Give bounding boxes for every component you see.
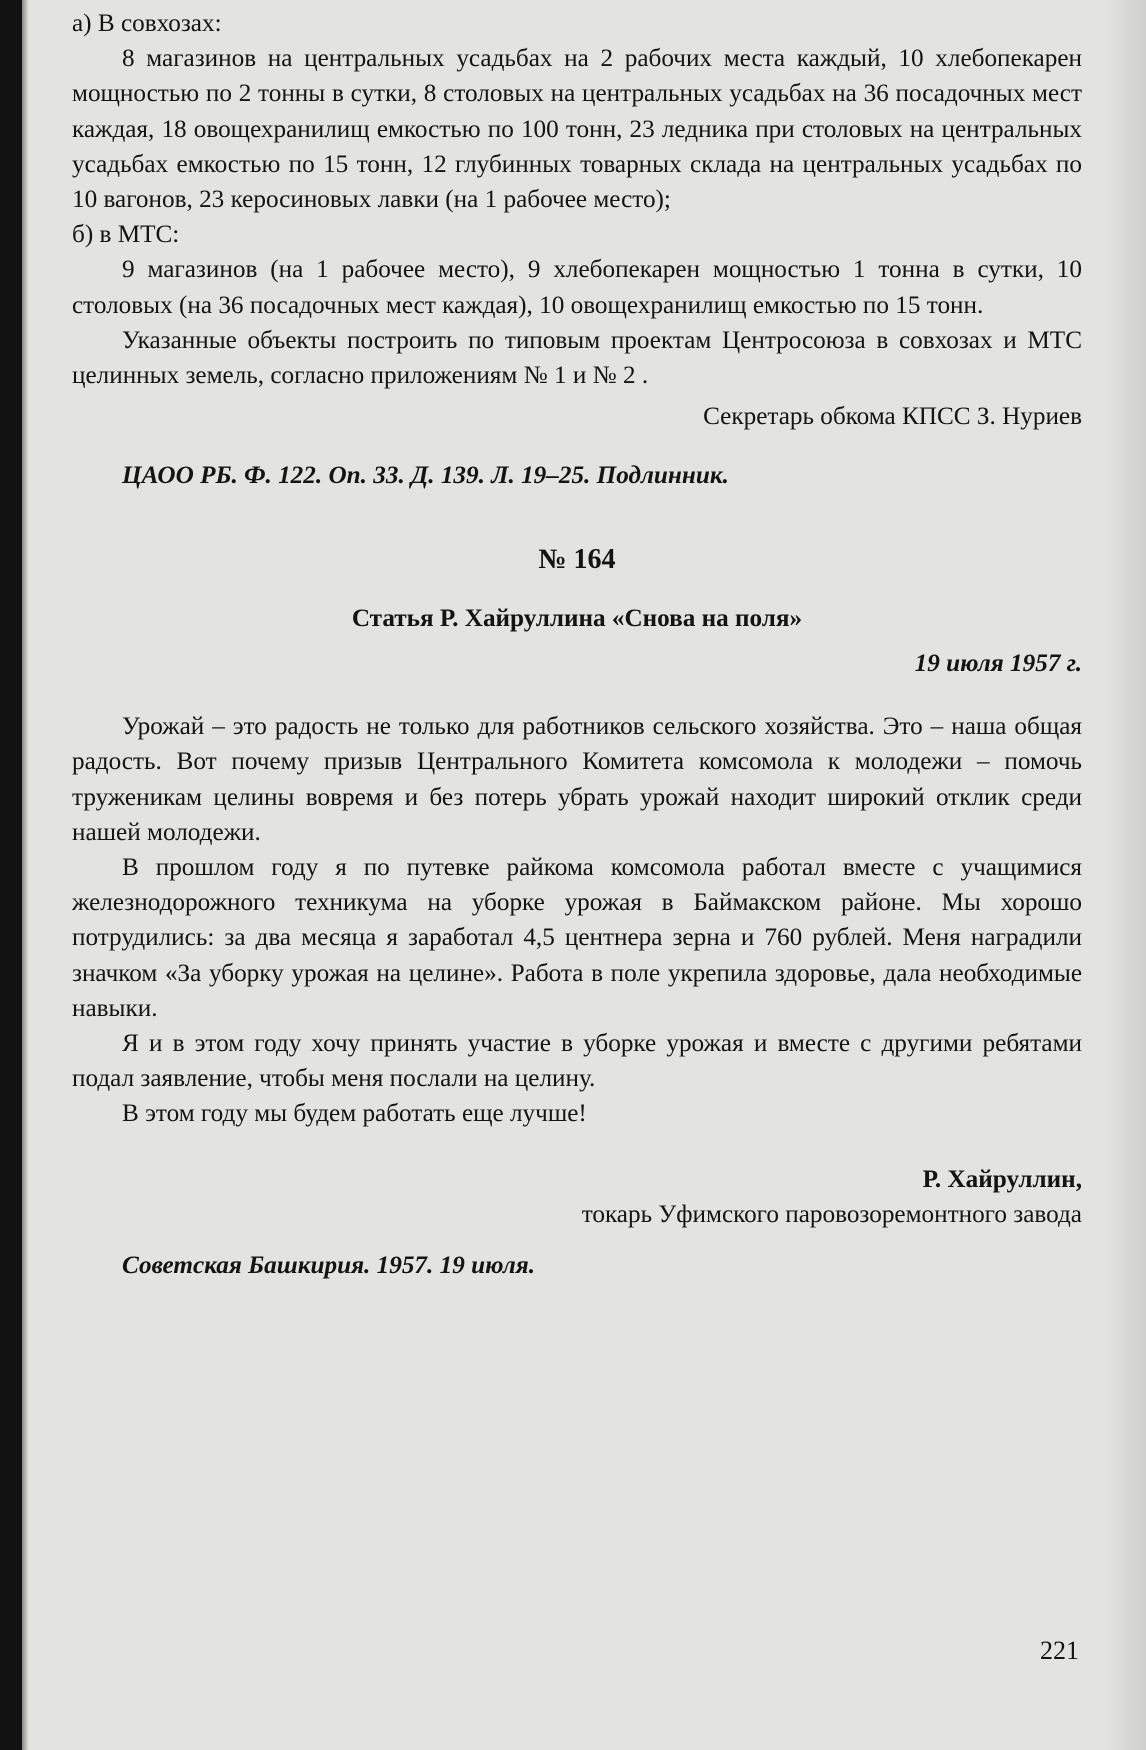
document-number: № 164: [538, 543, 616, 575]
instruction-paragraph: Указанные объекты построить по типовым проектам Центросоюза в совхозах и МТС целинных земель, согласно приложениям № 1 и № 2 .: [72, 326, 1082, 390]
document-date: 19 июля 1957 г.: [914, 650, 1082, 678]
page-gutter: [22, 0, 28, 1750]
author-position: токарь Уфимского паровозоремонтного завода: [581, 1200, 1082, 1228]
document-page: [72, 6, 1082, 1283]
section-a-label: а) В совхозах:: [72, 10, 222, 37]
section-b-text: 9 магазинов (на 1 рабочее место), 9 хлебопекарен мощностью 1 тонна в сутки, 10 столовых (на 36 посадочных мест каждая), 10 овощехранилищ емкостью по 15 тонн.: [72, 256, 1082, 319]
page-number: 221: [1040, 1636, 1079, 1665]
obkom-secretary-signature: Секретарь обкома КПСС З. Нуриев: [703, 403, 1082, 431]
author-name: Р. Хайруллин,: [922, 1165, 1082, 1193]
article-paragraph: В этом году мы будем работать еще лучше!: [122, 1100, 587, 1128]
article-paragraph: Я и в этом году хочу принять участие в уборке урожая и вместе с другими ребятами подал заявление, чтобы меня послали на целину.: [72, 1030, 1082, 1093]
section-a-text: 8 магазинов на центральных усадьбах на 2 рабочих места каждый, 10 хлебопекарен мощностью по 2 тонны в сутки, 8 столовых на центральных усадьбах на 36 посадочных мест каждая, 18 овощехранилищ емкостью по 100 тонн, 23 ледника при столовых на центральных усадьбах емкостью по 15 тонн, 12 глубинных товарных склада на центральных усадьбах по 10 вагонов, 23 керосиновых лавки (на 1 рабочее место);: [72, 45, 1082, 214]
document-title: Статья Р. Хайруллина «Снова на поля»: [351, 604, 803, 632]
section-b-label: б) в МТС:: [72, 221, 180, 249]
article-paragraph: В прошлом году я по путевке райкома комсомола работал вместе с учащимися железнодорожного техникума на уборке урожая в Баймакском районе. Мы хорошо потрудились: за два месяца я заработал 4,5 центнера зерна и 760 рублей. Меня наградили значком «За уборку урожая на целине». Работа в поле укрепила здоровье, дала необходимые навыки.: [72, 854, 1082, 1022]
archive-reference: ЦАОО РБ. Ф. 122. Оп. 33. Д. 139. Л. 19–25. Подлинник.: [122, 462, 729, 490]
article-paragraph: Урожай – это радость не только для работников сельского хозяйства. Это – наша общая радость. Вот почему призыв Центрального Комитета комсомола к молодежи – помочь труженикам целины вовремя и без потерь убрать урожай находит широкий отклик среди нашей молодежи.: [72, 713, 1082, 846]
publication-source: Советская Башкирия. 1957. 19 июля.: [122, 1252, 536, 1280]
book-spine-shadow: [0, 0, 22, 1750]
page-edge-shadow: [1106, 0, 1146, 1750]
